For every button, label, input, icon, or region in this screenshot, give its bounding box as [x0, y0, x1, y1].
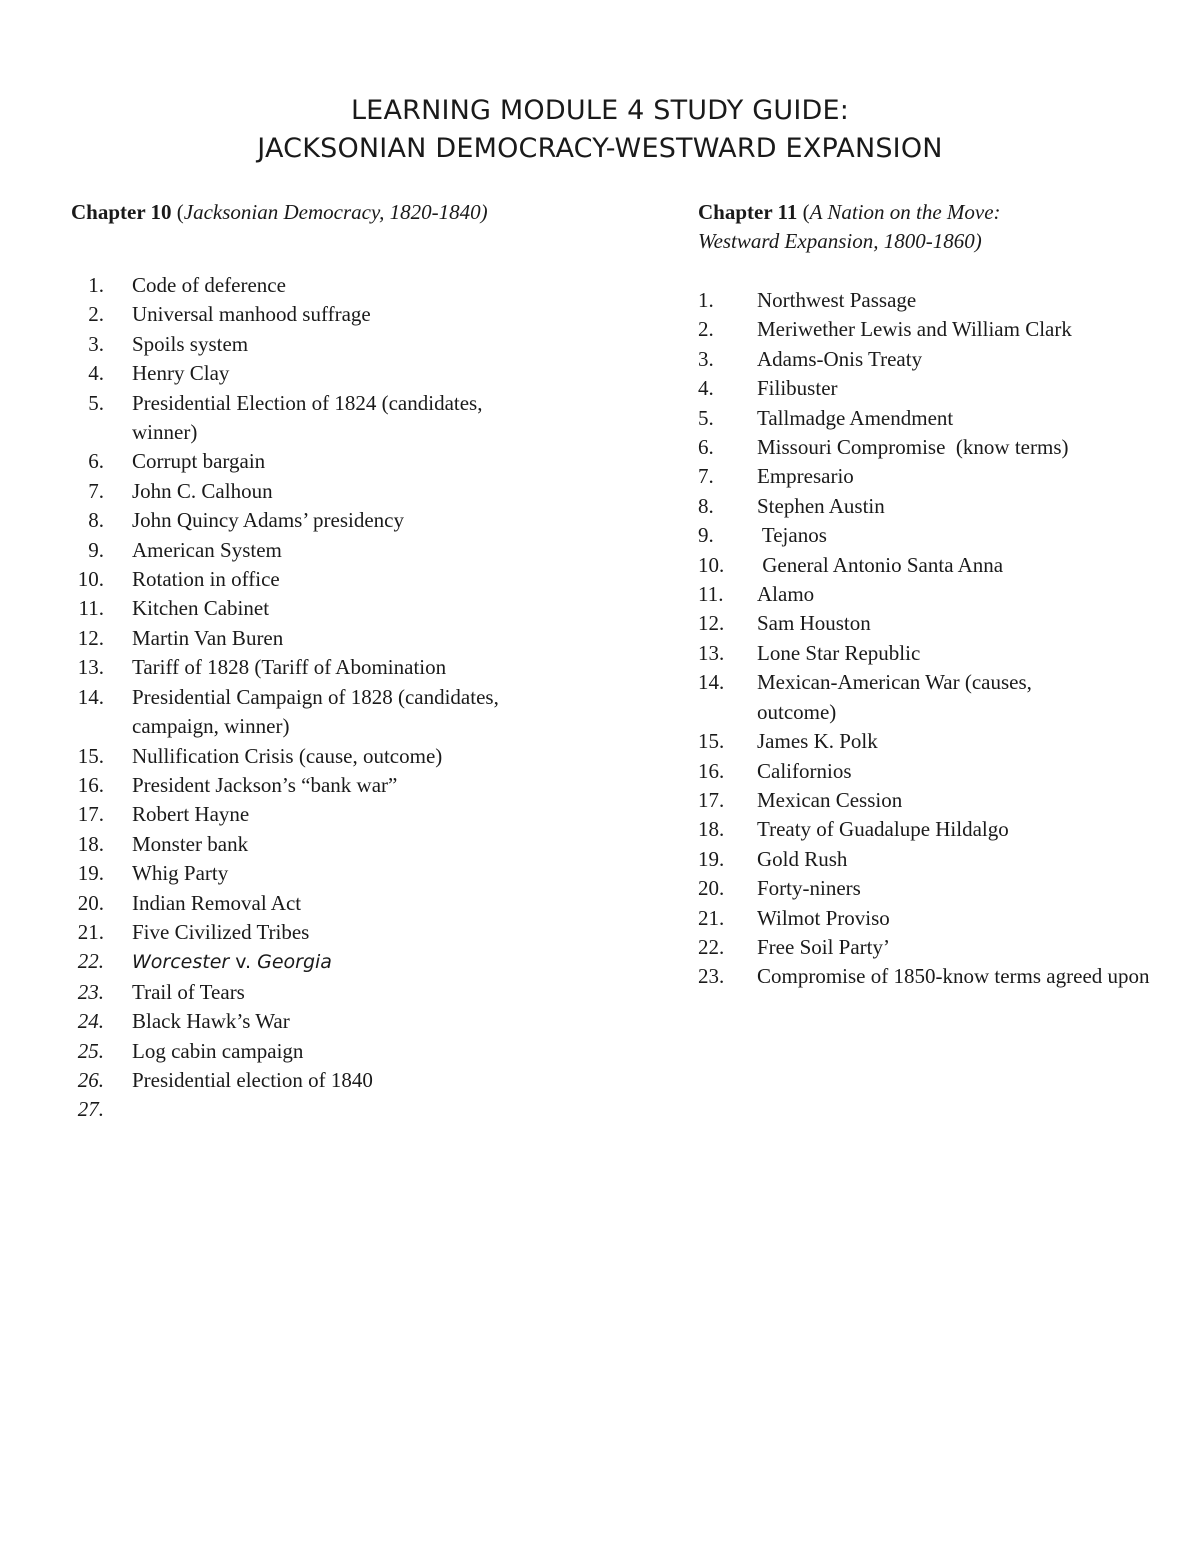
- chapter-11-column: [698, 198, 1168, 992]
- list-item: [71, 947, 631, 977]
- item-number: 16.: [698, 758, 725, 783]
- item-text: [132, 947, 631, 977]
- list-item: [71, 1066, 631, 1095]
- item-number: 6.: [698, 435, 714, 460]
- list-item: [698, 815, 1168, 844]
- chapter-10-label: Chapter 10: [71, 200, 172, 224]
- item-number: 4.: [88, 361, 104, 386]
- item-number: 4.: [698, 376, 714, 401]
- item-number: 15.: [698, 729, 725, 754]
- list-item: [71, 594, 631, 623]
- list-item: [71, 271, 631, 300]
- case-name-part2: Georgia: [257, 951, 332, 974]
- chapter-10-subtitle: Jacksonian Democracy, 1820-1840): [183, 200, 488, 224]
- list-item: [698, 727, 1168, 756]
- list-item: [71, 859, 631, 888]
- list-item: [698, 609, 1168, 638]
- item-text: Indian Removal Act: [132, 890, 302, 915]
- item-number: 10.: [698, 552, 725, 577]
- item-text: Filibuster: [757, 376, 838, 401]
- list-item: [71, 447, 631, 476]
- list-item: [71, 771, 631, 800]
- list-item: [698, 374, 1168, 403]
- item-text: Five Civilized Tribes: [132, 919, 310, 944]
- case-name-versus: v.: [229, 951, 258, 974]
- item-number: 11.: [78, 596, 104, 621]
- item-text: James K. Polk: [757, 729, 878, 754]
- chapter-11-open-paren: (: [797, 200, 810, 224]
- item-number: 22.: [77, 949, 104, 974]
- list-item: [698, 286, 1168, 315]
- item-number: 5.: [698, 405, 714, 430]
- item-number: 5.: [88, 390, 104, 415]
- item-number: 13.: [77, 655, 104, 680]
- item-text: Kitchen Cabinet: [132, 596, 270, 621]
- item-text: Henry Clay: [132, 361, 230, 386]
- list-item: [698, 757, 1168, 786]
- item-number: 19.: [77, 861, 104, 886]
- item-text: Empresario: [757, 464, 854, 489]
- item-number: 8.: [88, 508, 104, 533]
- item-number: 17.: [698, 787, 725, 812]
- item-number: 13.: [698, 640, 725, 665]
- chapter-10-list: [71, 271, 631, 1125]
- chapter-11-label: Chapter 11: [698, 200, 798, 224]
- list-item: [698, 433, 1168, 462]
- item-number: 20.: [77, 890, 104, 915]
- list-item: [71, 742, 631, 771]
- list-item: [71, 389, 631, 448]
- item-number: 22.: [698, 934, 725, 959]
- list-item: [71, 1007, 631, 1036]
- item-number: 19.: [698, 846, 725, 871]
- item-text: Meriwether Lewis and William Clark: [757, 317, 1072, 342]
- title-line-1: LEARNING MODULE 4 STUDY GUIDE:: [350, 95, 850, 126]
- item-number: 12.: [77, 625, 104, 650]
- item-text: Rotation in office: [132, 567, 280, 592]
- item-text: Compromise of 1850-know terms agreed upon: [757, 964, 1150, 989]
- item-number: 11.: [698, 582, 724, 607]
- chapter-10-column: [71, 198, 631, 1125]
- list-item: [71, 330, 631, 359]
- item-text: [132, 1095, 631, 1124]
- item-number: 25.: [77, 1038, 104, 1063]
- item-number: 6.: [88, 449, 104, 474]
- page-title: [0, 92, 1200, 168]
- item-number: 7.: [88, 478, 104, 503]
- list-item: [698, 845, 1168, 874]
- list-item: [71, 506, 631, 535]
- list-item: [71, 918, 631, 947]
- item-text: Tariff of 1828 (Tariff of Abomination: [132, 655, 447, 680]
- item-text: John Quincy Adams’ presidency: [132, 508, 404, 533]
- item-text: Whig Party: [132, 861, 229, 886]
- item-text: Corrupt bargain: [132, 449, 266, 474]
- item-number: 2.: [698, 317, 714, 342]
- item-text: Missouri Compromise (know terms): [757, 435, 1069, 460]
- item-text: Free Soil Party’: [757, 934, 890, 959]
- list-item: [698, 462, 1168, 491]
- title-line-2: JACKSONIAN DEMOCRACY-WESTWARD EXPANSION: [257, 133, 943, 164]
- list-item: [71, 536, 631, 565]
- list-item: [698, 874, 1168, 903]
- list-item: [71, 1095, 631, 1124]
- list-item: [698, 933, 1168, 962]
- item-number: 23.: [77, 979, 104, 1004]
- item-text: Black Hawk’s War: [132, 1009, 290, 1034]
- item-number: 9.: [698, 523, 714, 548]
- list-item: [71, 300, 631, 329]
- item-text: Treaty of Guadalupe Hildalgo: [757, 817, 1009, 842]
- item-text: Robert Hayne: [132, 802, 250, 827]
- chapter-10-heading: [71, 198, 631, 227]
- item-number: 15.: [77, 743, 104, 768]
- item-number: 1.: [88, 273, 104, 297]
- list-item: [698, 492, 1168, 521]
- item-text: Code of deference: [132, 273, 286, 297]
- item-text: Spoils system: [132, 331, 249, 356]
- item-text: President Jackson’s “bank war”: [132, 772, 398, 797]
- list-item: [71, 565, 631, 594]
- list-item: [71, 1037, 631, 1066]
- item-text: Universal manhood suffrage: [132, 302, 371, 327]
- item-text: Alamo: [757, 582, 815, 607]
- item-text: Tallmadge Amendment: [757, 405, 954, 430]
- list-item: [698, 904, 1168, 933]
- list-item: [71, 800, 631, 829]
- list-item: [71, 477, 631, 506]
- item-text: Presidential Campaign of 1828 (candidates, campaign, winner): [132, 684, 499, 739]
- item-text: Forty-niners: [757, 876, 861, 901]
- item-number: 10.: [77, 567, 104, 592]
- list-item: [71, 889, 631, 918]
- item-number: 3.: [88, 331, 104, 356]
- item-text: Californios: [757, 758, 852, 783]
- item-number: 21.: [698, 905, 725, 930]
- list-item: [698, 551, 1168, 580]
- item-number: 26.: [77, 1067, 104, 1092]
- item-text: Mexican-American War (causes, outcome): [757, 670, 1032, 724]
- item-number: 2.: [88, 302, 104, 327]
- item-number: 14.: [698, 670, 725, 695]
- list-item: [698, 639, 1168, 668]
- item-text: Mexican Cession: [757, 787, 903, 812]
- item-text: Northwest Passage: [757, 288, 917, 312]
- case-name-part1: Worcester: [132, 951, 230, 974]
- item-number: 9.: [88, 537, 104, 562]
- item-text: Presidential election of 1840: [132, 1067, 373, 1092]
- item-text: Wilmot Proviso: [757, 905, 890, 930]
- item-text: Tejanos: [757, 523, 827, 548]
- list-item: [71, 653, 631, 682]
- item-text: Martin Van Buren: [132, 625, 284, 650]
- list-item: [698, 580, 1168, 609]
- item-text: Monster bank: [132, 831, 249, 856]
- item-text: Sam Houston: [757, 611, 871, 636]
- item-text: John C. Calhoun: [132, 478, 273, 503]
- item-number: 23.: [698, 964, 725, 989]
- item-number: 18.: [77, 831, 104, 856]
- item-text: Trail of Tears: [132, 979, 245, 1004]
- list-item: [71, 978, 631, 1007]
- item-number: 20.: [698, 876, 725, 901]
- item-number: 24.: [77, 1009, 104, 1034]
- item-number: 7.: [698, 464, 714, 489]
- item-text: American System: [132, 537, 282, 562]
- list-item: [698, 345, 1168, 374]
- list-item: [71, 830, 631, 859]
- item-number: 17.: [77, 802, 104, 827]
- list-item: [71, 359, 631, 388]
- item-text: Lone Star Republic: [757, 640, 921, 665]
- item-text: General Antonio Santa Anna: [757, 552, 1004, 577]
- item-number: 8.: [698, 493, 714, 518]
- item-text: Stephen Austin: [757, 493, 885, 518]
- item-text: Log cabin campaign: [132, 1038, 304, 1063]
- list-item: [71, 624, 631, 653]
- item-number: 3.: [698, 346, 714, 371]
- item-text: Nullification Crisis (cause, outcome): [132, 743, 443, 768]
- list-item: [698, 521, 1168, 550]
- item-number: 16.: [77, 772, 104, 797]
- list-item: [71, 683, 631, 742]
- item-number: 21.: [77, 919, 104, 944]
- item-text: Gold Rush: [757, 846, 848, 871]
- item-number: 27.: [77, 1097, 104, 1122]
- item-text: Presidential Election of 1824 (candidates, winner): [132, 390, 483, 445]
- item-number: 14.: [77, 684, 104, 709]
- item-text: Adams-Onis Treaty: [757, 346, 923, 371]
- list-item: [698, 962, 1168, 991]
- chapter-11-heading: [698, 198, 1058, 256]
- chapter-11-list: [698, 286, 1168, 992]
- item-number: 12.: [698, 611, 725, 636]
- item-number: 18.: [698, 817, 725, 842]
- list-item: [698, 786, 1168, 815]
- list-item: [698, 315, 1168, 344]
- chapter-10-open-paren: (: [171, 200, 184, 224]
- list-item: [698, 404, 1168, 433]
- list-item: [698, 668, 1168, 727]
- chapter-11-subtitle: A Nation on the Move: Westward Expansion, 1800-1860): [698, 200, 1001, 253]
- item-number: 1.: [698, 288, 714, 312]
